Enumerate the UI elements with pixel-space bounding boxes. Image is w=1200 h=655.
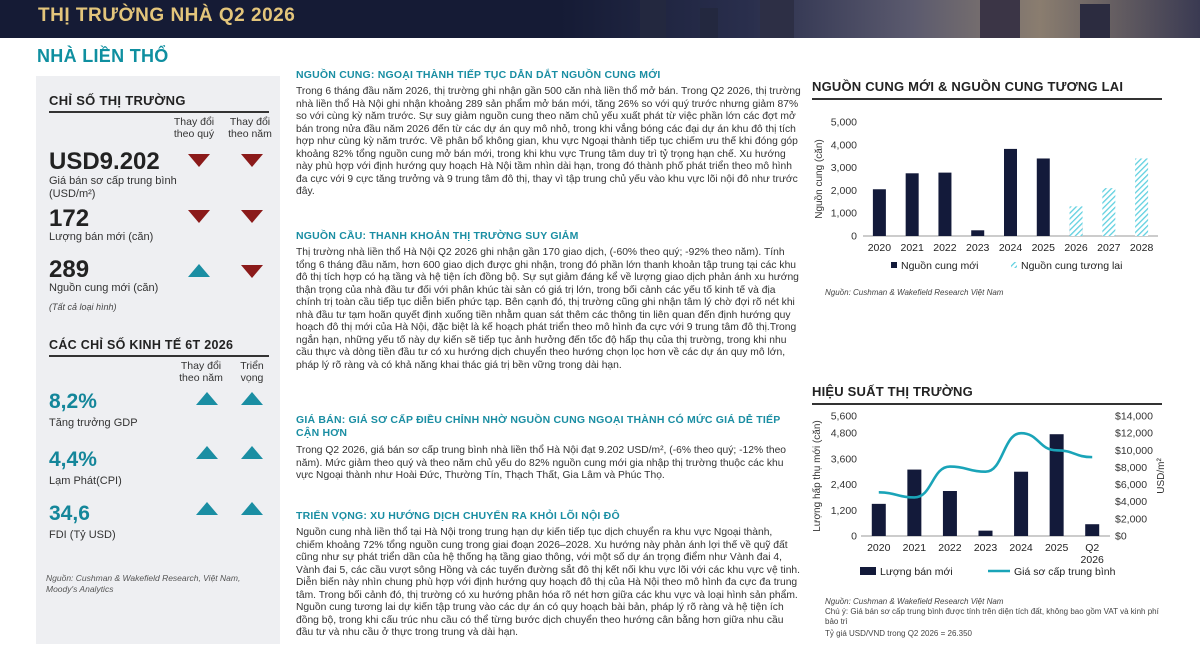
down-arrow-icon	[241, 265, 263, 278]
supply-bar	[1004, 149, 1017, 236]
x-tick-label: 2024	[1009, 542, 1033, 554]
supply-chart-source: Nguồn: Cushman & Wakefield Research Việt Nam	[825, 288, 1004, 297]
col-header-yoy: Thay đổi theo năm	[179, 360, 223, 384]
divider	[812, 403, 1162, 405]
x-tick-label: 2028	[1129, 242, 1154, 254]
y-tick-label-left: 0	[851, 530, 857, 543]
future-supply-bar	[1070, 206, 1083, 236]
building-silhouette	[1080, 4, 1110, 38]
up-arrow-icon	[188, 264, 210, 277]
x-tick-label: 2022	[938, 542, 962, 554]
sales-bar	[1085, 524, 1099, 536]
section-title: NHÀ LIỀN THỔ	[37, 46, 169, 66]
sales-bar	[1014, 472, 1028, 536]
divider	[812, 98, 1162, 100]
article-heading-supply: NGUỒN CUNG: NGOẠI THÀNH TIẾP TỤC DẪN DẮT NGUỒN CUNG MỚI	[296, 69, 661, 81]
y-tick-label-left: 3,600	[830, 453, 857, 466]
legend-label-future: Nguồn cung tương lai	[1021, 260, 1123, 272]
article-heading-demand: NGUỒN CẦU: THANH KHOẢN THỊ TRƯỜNG SUY GIẢM	[296, 230, 579, 242]
y-tick-label: 3,000	[830, 162, 857, 175]
up-arrow-icon	[241, 446, 263, 459]
y-tick-label-right: $8,000	[1115, 461, 1148, 474]
y-tick-label-right: $0	[1115, 530, 1127, 543]
supply-chart	[808, 112, 1164, 280]
down-arrow-icon	[188, 154, 210, 167]
indicator-supply-value: 289	[49, 256, 90, 283]
down-arrow-icon	[188, 210, 210, 223]
indicator-sales-value: 172	[49, 205, 90, 232]
cpi-label: Lạm Phát(CPI)	[49, 475, 122, 487]
legend-swatch-supply	[891, 262, 897, 268]
up-arrow-icon	[241, 502, 263, 515]
supply-bar	[906, 173, 919, 236]
supply-bar	[971, 230, 984, 236]
legend-swatch-sales	[860, 567, 876, 575]
legend-label-sales: Lượng bán mới	[880, 566, 953, 578]
up-arrow-icon	[241, 392, 263, 405]
y-tick-label-right: $6,000	[1115, 479, 1148, 492]
x-tick-label: 2024	[998, 242, 1023, 254]
legend-swatch-future	[1011, 262, 1017, 268]
x-tick-label: 2026	[1064, 242, 1088, 254]
legend-label-price: Giá sơ cấp trung bình	[1014, 566, 1116, 578]
divider	[49, 111, 269, 113]
fdi-label: FDI (Tỷ USD)	[49, 529, 116, 541]
building-silhouette	[700, 8, 718, 38]
cpi-value: 4,4%	[49, 448, 97, 471]
building-silhouette	[760, 0, 794, 38]
x-tick-label: Q2	[1085, 542, 1100, 554]
y-axis-label-right: USD/m²	[1156, 458, 1167, 494]
market-indicators-title: CHỈ SỐ THỊ TRƯỜNG	[49, 93, 186, 108]
future-supply-bar	[1135, 158, 1148, 236]
x-tick-label: 2026	[1080, 554, 1104, 566]
x-tick-label: 2020	[867, 242, 892, 254]
y-tick-label-left: 2,400	[830, 479, 857, 492]
x-tick-label: 2027	[1097, 242, 1121, 254]
article-heading-price: GIÁ BÁN: GIÁ SƠ CẤP ĐIỀU CHỈNH NHỜ NGUỒN CUNG NGOẠI THÀNH CÓ MỨC GIÁ DỄ TIẾP CẬN HƠN	[296, 414, 781, 439]
indicator-price-label: Giá bán sơ cấp trung bình (USD/m²)	[49, 175, 177, 200]
supply-bar	[938, 173, 951, 236]
supply-bar	[1037, 158, 1050, 236]
sidebar-source: Nguồn: Cushman & Wakefield Research, Việt Nam, Moody's Analytics	[46, 573, 241, 594]
up-arrow-icon	[196, 392, 218, 405]
x-tick-label: 2023	[966, 242, 990, 254]
y-tick-label-right: $10,000	[1115, 444, 1153, 457]
article-body-supply: Trong 6 tháng đầu năm 2026, thị trường ghi nhận gần 500 căn nhà liền thổ mở bán. Trong Q2 2026, thị trường nhà liền thổ Hà Nội ghi nhận khoảng 289 sản phẩm mở bán mới, tăng 26% so với quý trước nhưng giảm 87% so với cùng kỳ năm trước. Sự suy giảm nguồn cung theo năm chủ yếu xuất phát từ việc phần lớn các đợt mở bán trong nửa đầu năm 2026 đến từ các dự án quy mô nhỏ, trong khi vắng bóng các đại dự án khu đô thị tích hợp như cùng kỳ năm trước. Về phân bổ không gian, khu vực Ngoại thành tiếp tục chiếm ưu thế khi đóng góp khoảng 82% tổng nguồn cung mở bán mới, trong khi khu vực Trung tâm duy trì tỷ trọng hạn chế. Xu hướng này phù hợp với định hướng quy hoạch Hà Nội tầm nhìn dài hạn, trong đó thành phố phát triển theo mô hình đa cực với 9 cực tăng trưởng và 9 trung tâm đô thị, thay vì tập trung chủ yếu vào khu vực lõi nội đô như trước đây.	[296, 86, 801, 197]
x-tick-label: 2020	[867, 542, 891, 554]
sales-bar	[872, 504, 886, 536]
x-tick-label: 2022	[933, 242, 957, 254]
gdp-value: 8,2%	[49, 390, 97, 413]
header-banner	[0, 0, 1200, 38]
performance-chart-title: HIỆU SUẤT THỊ TRƯỜNG	[812, 384, 973, 399]
y-tick-label-right: $14,000	[1115, 410, 1153, 423]
col-header-qoq: Thay đổi theo quý	[173, 116, 215, 140]
report-title: THỊ TRƯỜNG NHÀ Q2 2026	[38, 5, 296, 26]
col-header-outlook: Triển vọng	[240, 360, 264, 384]
y-tick-label-right: $4,000	[1115, 496, 1148, 509]
sales-bar	[907, 470, 921, 536]
y-tick-label-left: 4,800	[830, 427, 857, 440]
x-tick-label: 2023	[973, 542, 998, 554]
supply-bar	[873, 189, 886, 236]
down-arrow-icon	[241, 154, 263, 167]
economic-indicators-title: CÁC CHỈ SỐ KINH TẾ 6T 2026	[49, 338, 234, 352]
fx-rate-note: Tỷ giá USD/VND trong Q2 2026 = 26.350	[825, 629, 972, 638]
x-tick-label: 2021	[902, 542, 927, 554]
article-body-demand: Thị trường nhà liền thổ Hà Nội Q2 2026 ghi nhận gần 170 giao dịch, (-60% theo quý; -92% theo năm). Tính tổng 6 tháng đầu năm, hơn 600 giao dịch được ghi nhận, trong đó phần lớn thanh khoản tập trung tại các khu đô thị tích hợp có hạ tầng và hệ tiện ích đồng bộ. Sự sụt giảm đáng kể về lượng giao dịch phản ánh xu hướng thận trọng của nhà đầu tư đối với phân khúc tài sản có giá trị lớn, trong bối cảnh các yếu tố kinh tế và địa chính trị toàn cầu tiếp tục diễn biến phức tạp. Bên cạnh đó, thị trường cũng ghi nhận tâm lý chờ đợi rõ nét khi nhà đầu tư tạm hoãn quyết định xuống tiền nhằm quan sát thêm các thông tin liên quan đến định hướng quy hoạch đô thị mới của Hà Nội, đặc biệt là kế hoạch phát triển theo mô hình đa cực với 9 trung tâm đô thị.Trong ngắn hạn, những yếu tố này dự kiến sẽ tiếp tục ảnh hưởng đến tốc độ hấp thụ của thị trường, trong khi nhu cầu thực và dòng tiền đầu tư có xu hướng dịch chuyển theo hướng chọn lọc hơn về các dự án quy mô lớn, pháp lý rõ ràng và có khả năng khai thác giá trị bền vững trong dài hạn.	[296, 247, 799, 371]
y-tick-label-right: $12,000	[1115, 427, 1153, 440]
y-tick-label: 2,000	[830, 184, 857, 197]
legend-label-supply: Nguồn cung mới	[901, 260, 979, 272]
up-arrow-icon	[196, 502, 218, 515]
article-heading-outlook: TRIỂN VỌNG: XU HƯỚNG DỊCH CHUYỂN RA KHỎI LÕI NỘI ĐÔ	[296, 510, 620, 522]
indicator-price-value: USD9.202	[49, 148, 160, 175]
indicator-supply-label: Nguồn cung mới (căn)	[49, 282, 159, 294]
y-tick-label: 5,000	[830, 116, 857, 129]
up-arrow-icon	[196, 446, 218, 459]
performance-chart	[808, 406, 1170, 586]
down-arrow-icon	[241, 210, 263, 223]
building-silhouette	[640, 0, 666, 38]
x-tick-label: 2025	[1044, 542, 1069, 554]
sales-bar	[979, 531, 993, 536]
indicator-sales-label: Lượng bán mới (căn)	[49, 231, 154, 243]
x-tick-label: 2021	[900, 242, 924, 254]
sales-bar	[943, 491, 957, 536]
performance-chart-note: Chú ý: Giá bán sơ cấp trung bình được tính trên diện tích đất, không bao gồm VAT và kinh phí bảo trì	[825, 607, 1159, 626]
gdp-label: Tăng trưởng GDP	[49, 417, 138, 429]
y-tick-label-left: 1,200	[830, 504, 857, 517]
indicator-note: (Tất cả loại hình)	[49, 302, 117, 312]
y-tick-label: 0	[851, 230, 857, 243]
supply-chart-title: NGUỒN CUNG MỚI & NGUỒN CUNG TƯƠNG LAI	[812, 79, 1124, 94]
fdi-value: 34,6	[49, 502, 90, 525]
y-tick-label-left: 5,600	[830, 410, 857, 423]
future-supply-bar	[1102, 188, 1115, 236]
indicators-sidebar	[36, 76, 280, 644]
performance-chart-source: Nguồn: Cushman & Wakefield Research Việt Nam	[825, 597, 1004, 606]
y-axis-label: Nguồn cung (căn)	[814, 139, 825, 219]
divider	[49, 355, 269, 357]
x-tick-label: 2025	[1031, 242, 1055, 254]
col-header-yoy: Thay đổi theo năm	[228, 116, 272, 140]
y-axis-label-left: Lượng hấp thụ mới (căn)	[812, 420, 823, 532]
building-silhouette	[980, 0, 1020, 38]
y-tick-label-right: $2,000	[1115, 513, 1148, 526]
y-tick-label: 1,000	[830, 207, 857, 220]
y-tick-label: 4,000	[830, 139, 857, 152]
article-body-price: Trong Q2 2026, giá bán sơ cấp trung bình nhà liền thổ Hà Nội đạt 9.202 USD/m², (-6% theo quý; -12% theo năm). Mức giảm theo quý và theo năm chủ yếu do 82% nguồn cung mới gia nhập thị trường thuộc các khu vực Ngoại thành như Hoài Đức, Thường Tín, Thạch Thất, Gia Lâm và Phúc Thọ.	[296, 445, 787, 481]
article-body-outlook: Nguồn cung nhà liền thổ tại Hà Nội trong trung hạn dự kiến tiếp tục dịch chuyển ra khu vực Ngoại thành, chiếm khoảng 72% tổng nguồn cung trong giai đoạn 2026–2028. Xu hướng này phản ánh lợi thế về quỹ đất cũng như sự phát triển dần của hệ thống hạ tầng giao thông, với một số dự án trọng điểm như Vành đai 4, Vành đai 5, các cầu vượt sông Hồng và các tuyến đường sắt đô thị kết nối khu vực lõi với các khu vực vệ tinh. Diễn biến này nhìn chung phù hợp với định hướng quy hoạch đô thị của Hà Nội theo mô hình đa cực đa trung tâm. Trong bối cảnh đó, thị trường có xu hướng phân hóa rõ nét hơn giữa các khu vực và loại hình sản phẩm. Nguồn cung tương lai dự kiến tập trung vào các dự án có quy hoạch bài bản, pháp lý rõ ràng và hệ tiện ích đồng bộ, trong khi cấu trúc nhu cầu có thể từng bước dịch chuyển theo hướng cân bằng hơn giữa nhu cầu đầu tư và nhu cầu ở thực trong trung và dài hạn.	[296, 527, 801, 638]
